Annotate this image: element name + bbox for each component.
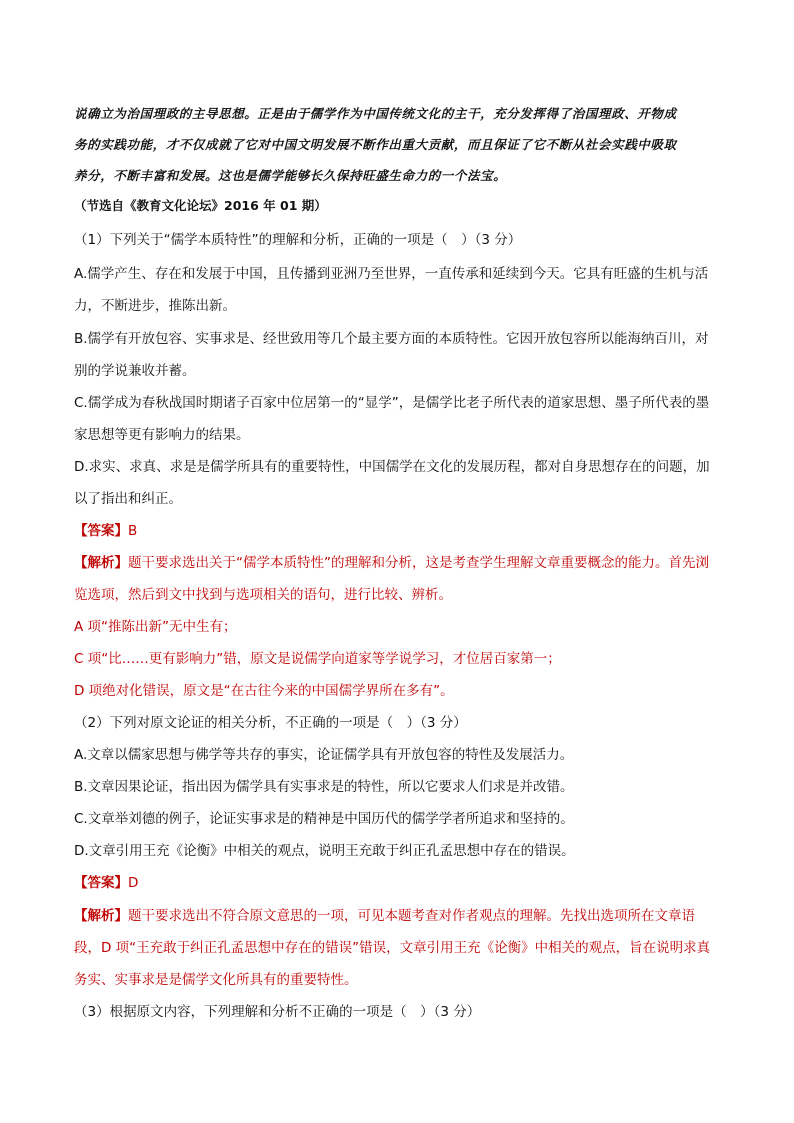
passage-line: 说确立为治国理政的主导思想。正是由于儒学作为中国传统文化的主干，充分发挥得了治国理政、开物成: [74, 106, 677, 121]
q2-option-d: D.文章引用王充《论衡》中相关的观点，说明王充敢于纠正孔孟思想中存在的错误。: [74, 843, 575, 859]
q2-option-c: C.文章举刘德的例子，论证实事求是的精神是中国历代的儒学学者所追求和坚持的。: [74, 811, 574, 827]
q1-option-d-cont: 以了指出和纠正。: [74, 491, 182, 507]
q1-option-c-cont: 家思想等更有影响力的结果。: [74, 427, 250, 443]
q2-analysis-line: 务实、实事求是是儒学文化所具有的重要特性。: [74, 972, 358, 988]
q2-option-b: B.文章因果论证，指出因为儒学具有实事求是的特性，所以它要求人们求是并改错。: [74, 779, 574, 795]
q2-analysis-line: 段，D 项“王充敢于纠正孔孟思想中存在的错误”错误，文章引用王充《论衡》中相关的观点，旨在说明求真: [74, 940, 711, 956]
answer-tag: 【答案】: [74, 523, 128, 539]
q1-answer: [74, 519, 734, 539]
q1-stem: （1）下列关于“儒学本质特性”的理解和分析，正确的一项是（ ）（3 分）: [74, 232, 522, 248]
q1-analysis-line: D 项绝对化错误，原文是“在古往今来的中国儒学界所在多有”。: [74, 683, 454, 699]
q1-analysis-line: 【解析】题干要求选出关于“儒学本质特性”的理解和分析，这是考查学生理解文章重要概念的能力。首先浏: [74, 555, 709, 571]
answer-value: B: [128, 523, 138, 539]
q2-option-a: A.文章以儒家思想与佛学等共存的事实，论证儒学具有开放包容的特性及发展活力。: [74, 747, 574, 763]
q1-analysis-line: 览选项，然后到文中找到与选项相关的语句，进行比较、辨析。: [74, 587, 452, 603]
analysis-tag: 【解析】: [74, 555, 128, 571]
answer-tag: 【答案】: [74, 875, 128, 891]
q2-answer: [74, 871, 734, 891]
q1-option-a: A.儒学产生、存在和发展于中国，且传播到亚洲乃至世界，一直传承和延续到今天。它具有旺盛的生机与活: [74, 266, 709, 282]
answer-value: D: [128, 875, 139, 891]
q2-analysis-line: 【解析】题干要求选出不符合原文意思的一项，可见本题考查对作者观点的理解。先找出选项所在文章语: [74, 908, 695, 924]
analysis-tag: 【解析】: [74, 908, 128, 924]
q3-stem: （3）根据原文内容，下列理解和分析不正确的一项是（ ）（3 分）: [74, 1004, 481, 1020]
passage-source: （节选自《教育文化论坛》2016 年 01 期）: [74, 198, 327, 213]
passage-line: 养分，不断丰富和发展。这也是儒学能够长久保持旺盛生命力的一个法宝。: [74, 168, 507, 183]
q1-analysis-line: A 项“推陈出新”无中生有；: [74, 619, 237, 635]
q1-option-d: D.求实、求真、求是是儒学所具有的重要特性，中国儒学在文化的发展历程，都对自身思想存在的问题，加: [74, 459, 710, 475]
q1-option-a-cont: 力，不断进步，推陈出新。: [74, 298, 236, 314]
q1-analysis-line: C 项“比……更有影响力”错，原文是说儒学向道家等学说学习，才位居百家第一；: [74, 651, 561, 667]
q1-option-b: B.儒学有开放包容、实事求是、经世致用等几个最主要方面的本质特性。它因开放包容所以能海纳百川，对: [74, 331, 709, 347]
q2-stem: （2）下列对原文论证的相关分析，不正确的一项是（ ）（3 分）: [74, 715, 467, 731]
q1-option-c: C.儒学成为春秋战国时期诸子百家中位居第一的“显学”，是儒学比老子所代表的道家思想、墨子所代表的墨: [74, 395, 710, 411]
q1-option-b-cont: 别的学说兼收并蓄。: [74, 363, 196, 379]
passage-line: 务的实践功能，才不仅成就了它对中国文明发展不断作出重大贡献，而且保证了它不断从社会实践中吸取: [74, 137, 677, 152]
